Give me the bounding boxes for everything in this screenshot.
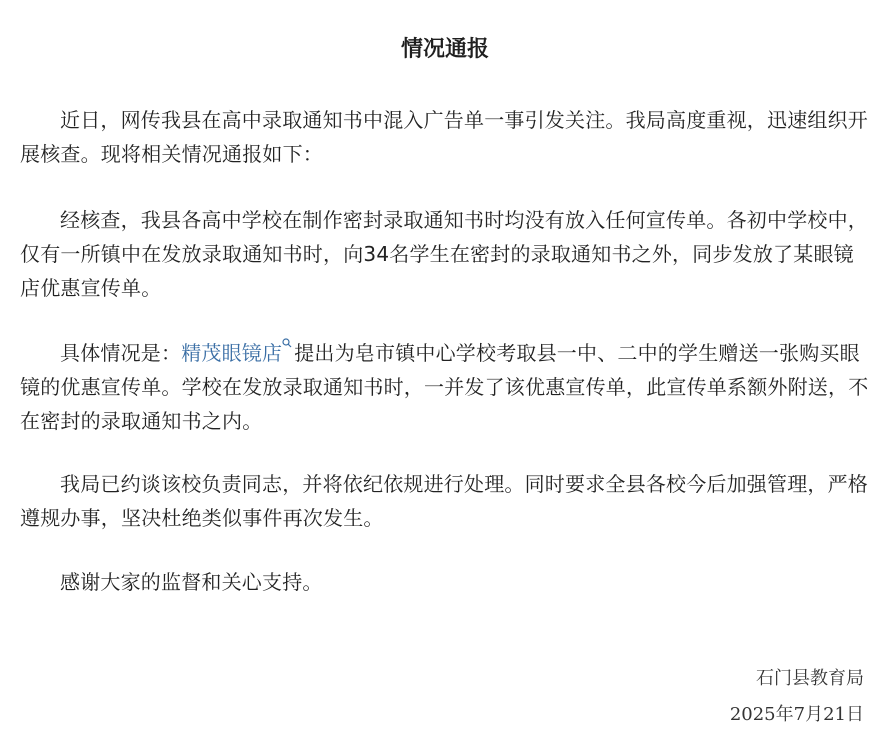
details-prefix: 具体情况是：: [60, 341, 182, 365]
paragraph-handling: 我局已约谈该校负责同志，并将依纪依规进行处理。同时要求全县各校今后加强管理，严格遵规办事，坚决杜绝类似事件再次发生。: [20, 472, 868, 530]
paragraph-intro: 近日，网传我县在高中录取通知书中混入广告单一事引发关注。我局高度重视，迅速组织开展核查。现将相关情况通报如下：: [20, 108, 868, 166]
shop-link[interactable]: 精茂眼镜店: [181, 341, 283, 365]
search-icon[interactable]: [282, 336, 292, 350]
signature-date: 2025年7月21日: [729, 704, 864, 725]
paragraph-details: [20, 336, 870, 438]
paragraph-findings: 经核查，我县各高中学校在制作密封录取通知书时均没有放入任何宣传单。各初中学校中，仅有一所镇中在发放录取通知书时，向34名学生在密封的录取通知书之外，同步发放了某眼镜店优惠宣传单。: [20, 208, 868, 300]
signature-organization: 石门县教育局: [756, 668, 864, 689]
details-suffix: 提出为皂市镇中心学校考取县一中、二中的学生赠送一张购买眼镜的优惠宣传单。学校在发放录取通知书时，一并发了该优惠宣传单，此宣传单系额外附送，不在密封的录取通知书之内。: [20, 341, 869, 433]
paragraph-thanks: 感谢大家的监督和关心支持。: [60, 570, 323, 594]
notice-title: 情况通报: [400, 37, 489, 62]
